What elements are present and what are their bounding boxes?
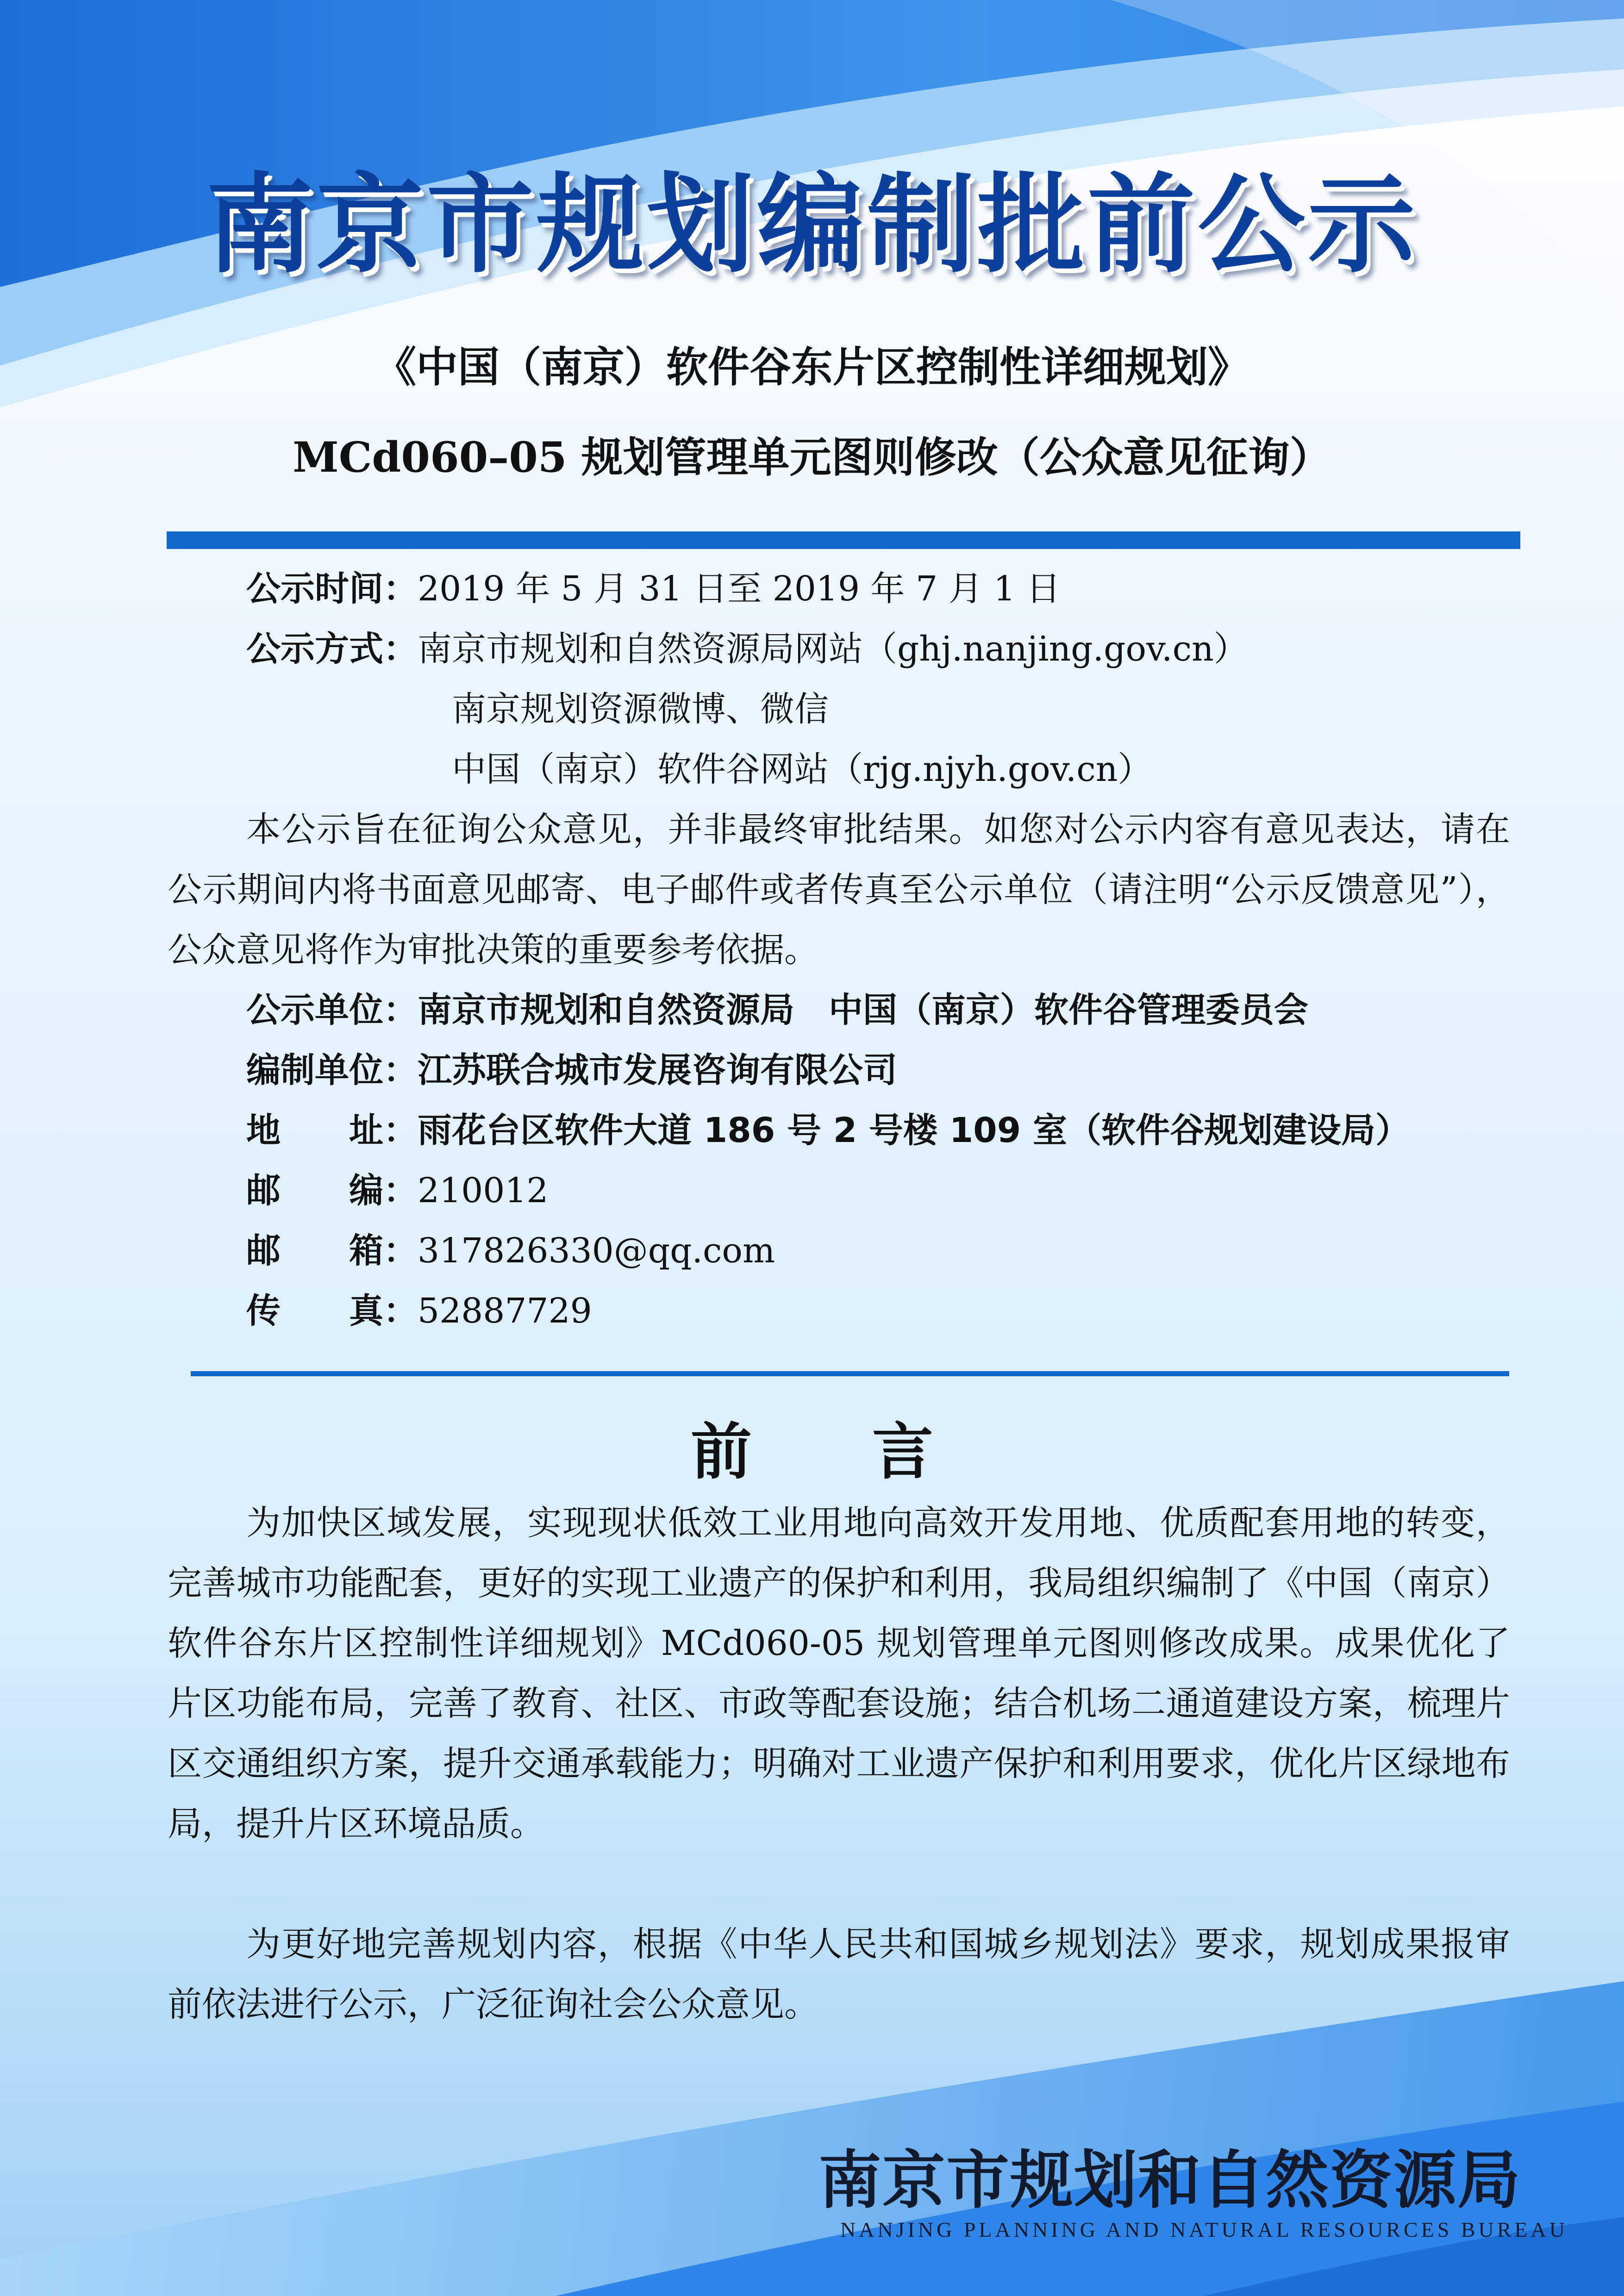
compiler-row (246, 1047, 897, 1093)
postcode-value: 210012 (418, 1171, 549, 1210)
fax-label: 传 真： (246, 1291, 418, 1331)
compiler-label: 编制单位： (246, 1050, 418, 1090)
email-row (246, 1228, 775, 1274)
fax-value: 52887729 (418, 1291, 592, 1331)
address-row (246, 1107, 1410, 1154)
notice-time-label: 公示时间： (246, 569, 418, 609)
plan-subtitle: MCd060–05 规划管理单元图则修改（公众意见征询） (293, 433, 1331, 482)
plan-title: 《中国（南京）软件谷东片区控制性详细规划》 (375, 343, 1249, 392)
email-value[interactable]: 317826330@qq.com (418, 1231, 775, 1271)
compiler-value: 江苏联合城市发展咨询有限公司 (418, 1050, 897, 1090)
page-title: 南京市规划编制批前公示 (206, 161, 1418, 287)
address-label: 地 址： (246, 1111, 418, 1150)
notice-method-social: 南京规划资源微博、微信 (452, 689, 829, 729)
email-label: 邮 箱： (246, 1231, 418, 1271)
publisher-value: 南京市规划和自然资源局 中国（南京）软件谷管理委员会 (418, 990, 1308, 1030)
postcode-label: 邮 编： (246, 1171, 418, 1210)
bureau-name-english: NANJING PLANNING AND NATURAL RESOURCES BUREAU (840, 2218, 1568, 2241)
preface-paragraph-1: 为加快区域发展，实现现状低效工业用地向高效开发用地、优质配套用地的转变，完善城市功能配套，更好的实现工业遗产的保护和利用，我局组织编制了《中国（南京）软件谷东片区控制性详细规划》MCd060-05 规划管理单元图则修改成果。成果优化了片区功能布局，完善了教育、社区、市政等配套设施；结合机场二通道建设方案，梳理片区交通组织方案，提升交通承载能力；明确对工业遗产保护和利用要求，优化片区绿地布局，提升片区环境品质。 (168, 1503, 1510, 1844)
publisher-row (246, 987, 1308, 1033)
preface-heading: 前言 (691, 1416, 1054, 1488)
divider-top (167, 531, 1520, 549)
postcode-row (246, 1167, 549, 1214)
notice-method-website[interactable]: 南京市规划和自然资源局网站（ghj.nanjing.gov.cn） (418, 629, 1248, 669)
notice-statement: 本公示旨在征询公众意见，并非最终审批结果。如您对公示内容有意见表达，请在公示期间内将书面意见邮寄、电子邮件或者传真至公示单位（请注明“公示反馈意见”），公众意见将作为审批决策的重要参考依据。 (168, 810, 1510, 970)
fax-row (246, 1288, 592, 1334)
publisher-label: 公示单位： (246, 990, 418, 1030)
address-value: 雨花台区软件大道 186 号 2 号楼 109 室（软件谷规划建设局） (418, 1111, 1410, 1150)
preface-paragraph-2: 为更好地完善规划内容，根据《中华人民共和国城乡规划法》要求，规划成果报审前依法进行公示，广泛征询社会公众意见。 (168, 1924, 1510, 2024)
notice-method-software-valley-site[interactable]: 中国（南京）软件谷网站（rjg.njyh.gov.cn） (452, 749, 1152, 789)
notice-method-label: 公示方式： (246, 629, 418, 669)
notice-time-row (246, 566, 1061, 612)
divider-middle (191, 1371, 1509, 1376)
notice-method-row (246, 626, 1248, 672)
bureau-name: 南京市规划和自然资源局 (818, 2143, 1521, 2217)
notice-time-value: 2019 年 5 月 31 日至 2019 年 7 月 1 日 (418, 569, 1061, 609)
